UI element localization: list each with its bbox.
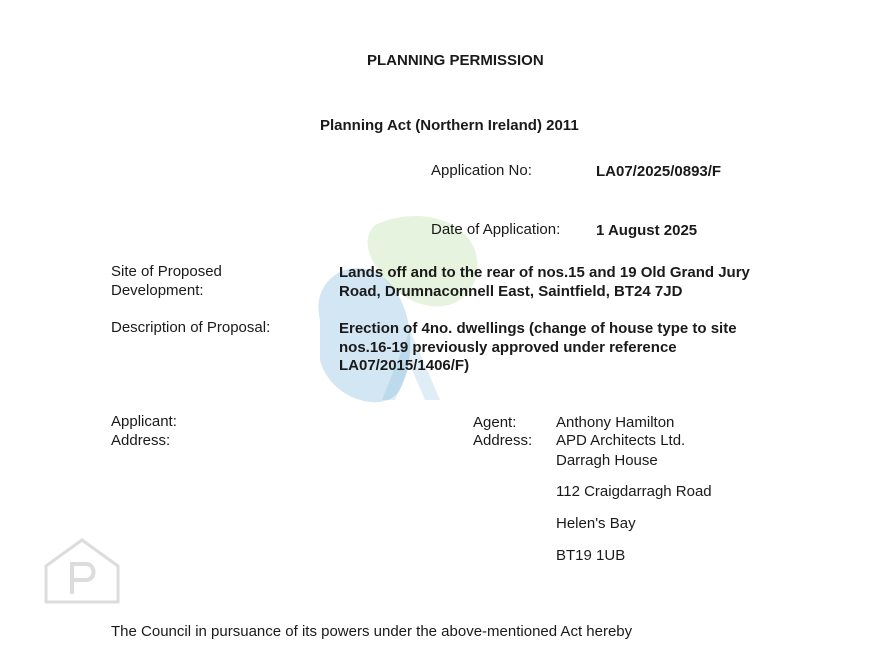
site-address-line-2: Road, Drumnaconnell East, Saintfield, BT24 7JD <box>339 283 683 300</box>
application-number-label: Application No: <box>431 162 532 179</box>
application-date: 1 August 2025 <box>596 222 698 239</box>
site-label-line-2: Development: <box>111 282 204 299</box>
agent-name: Anthony Hamilton <box>556 414 675 431</box>
proposal-line-3: LA07/2015/1406/F) <box>339 357 470 374</box>
agent-address-line-1: APD Architects Ltd. <box>556 432 686 449</box>
agent-address-line-2: Darragh House <box>556 452 658 469</box>
proposal-line-2: nos.16-19 previously approved under reference <box>339 339 677 356</box>
agent-address-line-5: BT19 1UB <box>556 547 626 564</box>
application-date-label: Date of Application: <box>431 221 561 238</box>
document-title: PLANNING PERMISSION <box>367 52 544 69</box>
site-address-line-1: Lands off and to the rear of nos.15 and 19 Old Grand Jury <box>339 264 750 281</box>
application-number: LA07/2025/0893/F <box>596 163 722 180</box>
applicant-label: Applicant: <box>111 413 177 430</box>
act-heading: Planning Act (Northern Ireland) 2011 <box>320 117 579 134</box>
applicant-address-label: Address: <box>111 432 171 449</box>
house-logo-icon <box>42 536 122 606</box>
proposal-label: Description of Proposal: <box>111 319 271 336</box>
agent-address-line-3: 112 Craigdarragh Road <box>556 483 712 500</box>
footer-text: The Council in pursuance of its powers under the above-mentioned Act hereby <box>111 623 633 640</box>
proposal-line-1: Erection of 4no. dwellings (change of house type to site <box>339 320 737 337</box>
agent-address-line-4: Helen's Bay <box>556 515 636 532</box>
agent-label: Agent: <box>473 414 517 431</box>
agent-address-label: Address: <box>473 432 533 449</box>
site-label-line-1: Site of Proposed <box>111 263 222 280</box>
